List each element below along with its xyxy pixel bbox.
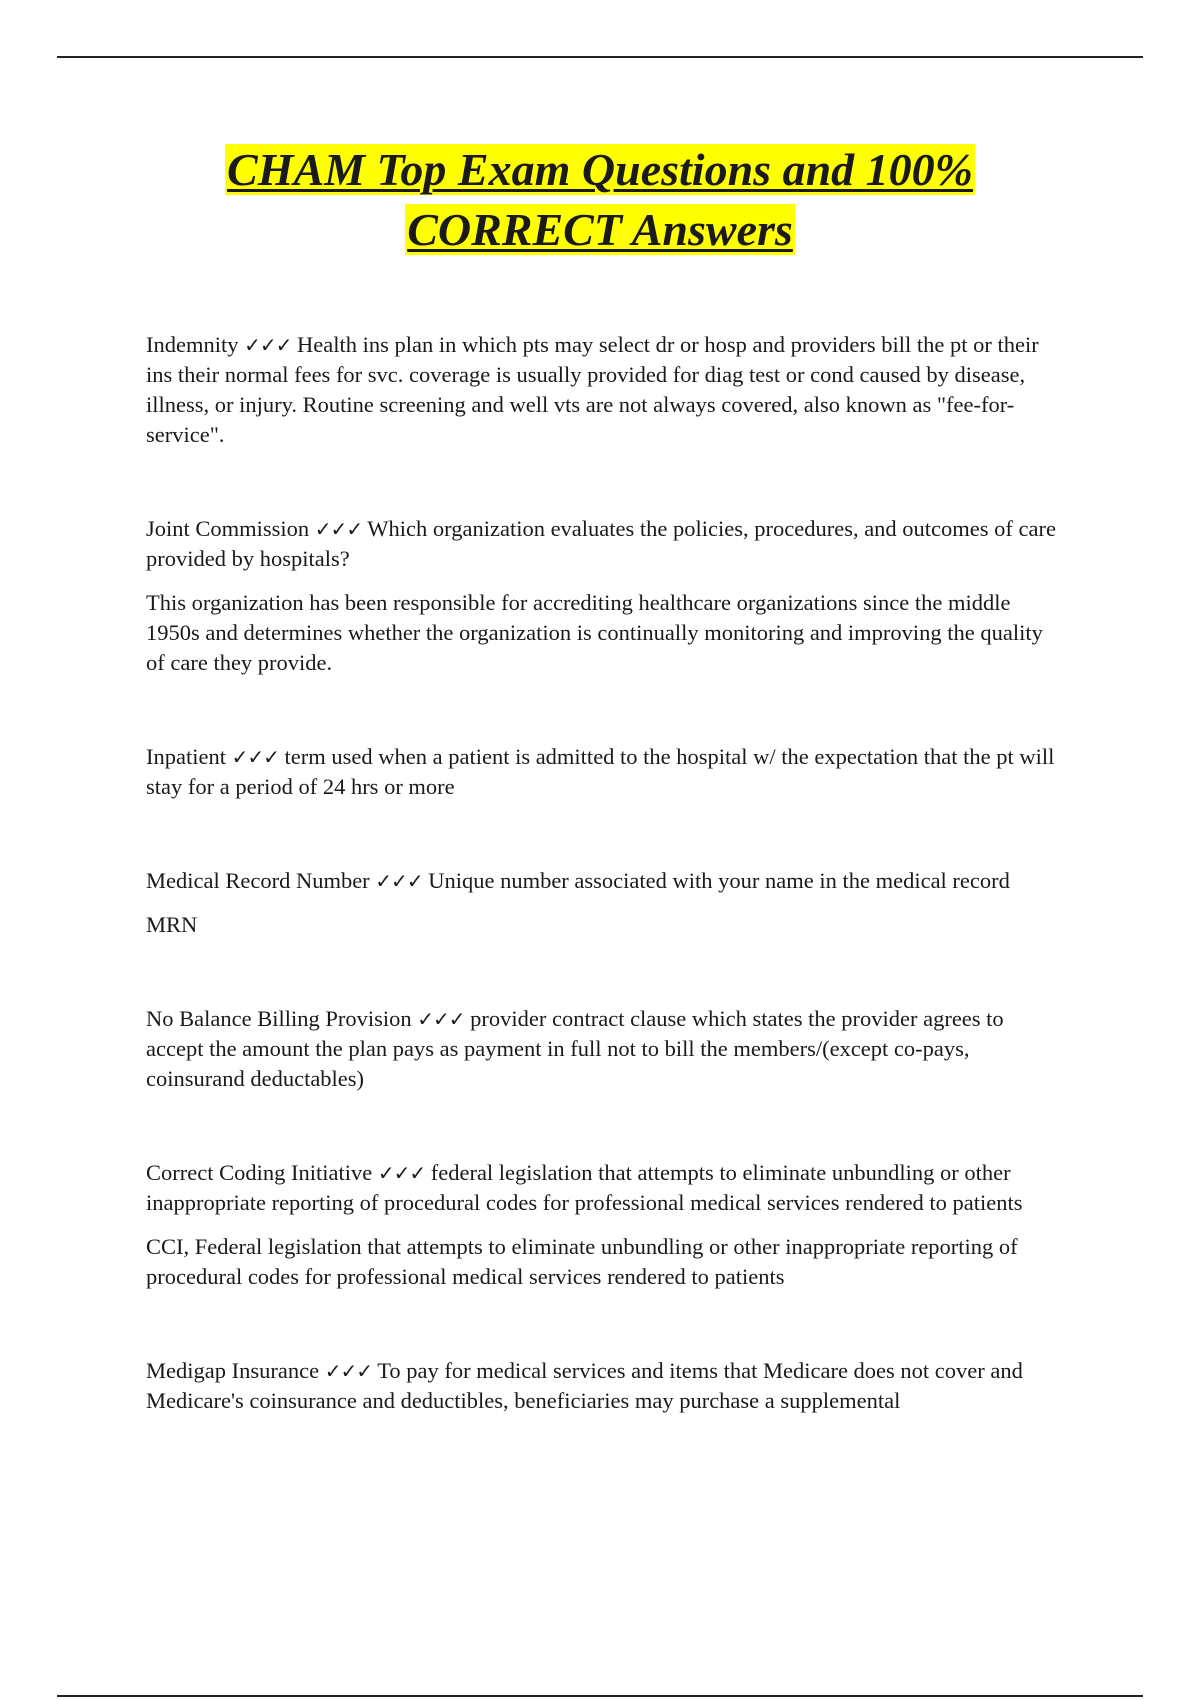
bottom-rule: [57, 1695, 1143, 1697]
qa-term: Medigap Insurance: [146, 1358, 320, 1383]
qa-definition: Which organization evaluates the policies, procedures, and outcomes of care provided by hospitals?: [146, 516, 1056, 571]
qa-term: Correct Coding Initiative: [146, 1160, 373, 1185]
top-rule: [57, 56, 1143, 58]
qa-main: [146, 742, 1066, 802]
qa-term: Joint Commission: [146, 516, 310, 541]
qa-extra: MRN: [146, 912, 198, 937]
qa-entry: [146, 514, 1066, 678]
qa-term: Inpatient: [146, 744, 226, 769]
qa-entry: [146, 330, 1066, 450]
qa-entry: [146, 1158, 1066, 1292]
qa-main: [146, 514, 1066, 574]
qa-definition: Health ins plan in which pts may select dr or hosp and providers bill the pt or their ins their normal fees for svc. coverage is usually provided for diag test or cond caused by disease, illness, or injury. Routine screening and well vts are not always covered, also known as "fee-for-service".: [146, 332, 1039, 447]
qa-extra: CCI, Federal legislation that attempts to eliminate unbundling or other inappropriate reporting of procedural codes for professional medical services rendered to patients: [146, 1234, 1018, 1289]
qa-definition: Unique number associated with your name in the medical record: [428, 868, 1010, 893]
check-mark-icon: ✓✓✓: [377, 1161, 426, 1185]
qa-term: Medical Record Number: [146, 868, 370, 893]
qa-entry: [146, 1004, 1066, 1094]
qa-extra: This organization has been responsible for accrediting healthcare organizations since the middle 1950s and determines whether the organization is continually monitoring and improving the quality of care they provide.: [146, 590, 1043, 675]
qa-term: Indemnity: [146, 332, 239, 357]
qa-term: No Balance Billing Provision: [146, 1006, 412, 1031]
title-line-2: CORRECT Answers: [407, 204, 793, 255]
qa-definition: To pay for medical services and items that Medicare does not cover and Medicare's coinsurance and deductibles, beneficiaries may purchase a supplemental: [146, 1358, 1023, 1413]
qa-main: [146, 1356, 1066, 1416]
qa-entry: [146, 866, 1066, 940]
check-mark-icon: ✓✓✓: [314, 517, 363, 541]
qa-entry: [146, 742, 1066, 802]
qa-main: [146, 866, 1066, 896]
check-mark-icon: ✓✓✓: [375, 869, 423, 893]
qa-definition: federal legislation that attempts to eliminate unbundling or other inappropriate reporting of procedural codes for professional medical services rendered to patients: [146, 1160, 1023, 1215]
qa-list: [146, 330, 1066, 1416]
qa-main: [146, 1158, 1066, 1218]
qa-main: [146, 330, 1066, 450]
check-mark-icon: ✓✓✓: [417, 1007, 465, 1031]
qa-definition: provider contract clause which states the provider agrees to accept the amount the plan pays as payment in full not to bill the members/(except co-pays, coinsurand deductables): [146, 1006, 1004, 1091]
qa-main: [146, 1004, 1066, 1094]
check-mark-icon: ✓✓✓: [244, 333, 292, 357]
title-line-1: CHAM Top Exam Questions and 100%: [227, 144, 973, 195]
check-mark-icon: ✓✓✓: [231, 745, 279, 769]
qa-definition: term used when a patient is admitted to the hospital w/ the expectation that the pt will stay for a period of 24 hrs or more: [146, 744, 1055, 799]
check-mark-icon: ✓✓✓: [324, 1359, 372, 1383]
page-title: [0, 140, 1200, 260]
qa-entry: [146, 1356, 1066, 1416]
